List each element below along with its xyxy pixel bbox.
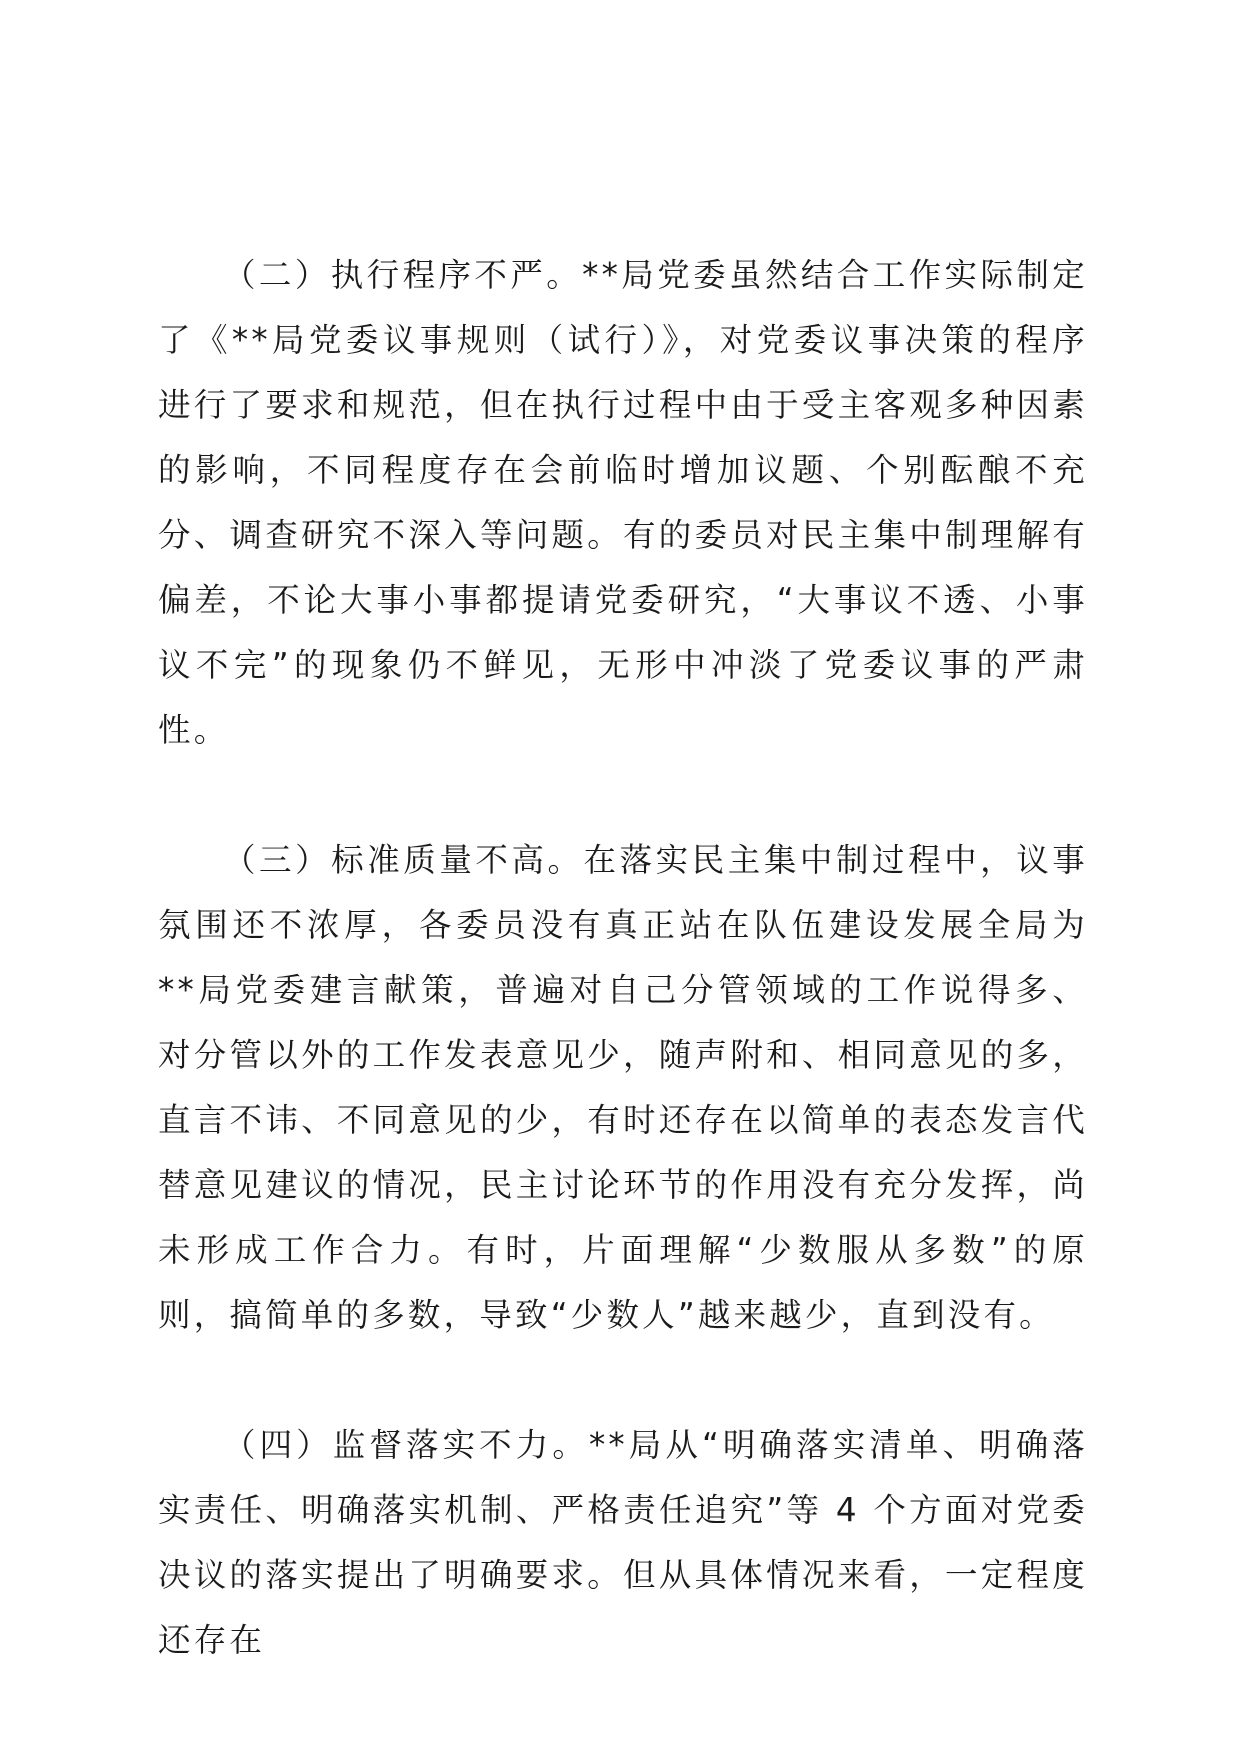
paragraph-execution-procedure: （二）执行程序不严。**局党委虽然结合工作实际制定了《**局党委议事规则（试行）》，对党委议事决策的程序进行了要求和规范，但在执行过程中由于受主客观多种因素的影响，不同程度存在会前临时增加议题、个别酝酿不充分、调查研究不深入等问题。有的委员对民主集中制理解有偏差，不论大事小事都提请党委研究，“大事议不透、小事议不完”的现象仍不鲜见，无形中冲淡了党委议事的严肃性。 bbox=[158, 256, 1088, 749]
document-body bbox=[158, 243, 1088, 1673]
paragraph-supervision-implementation: （四）监督落实不力。**局从“明确落实清单、明确落实责任、明确落实机制、严格责任追究”等 4 个方面对党委决议的落实提出了明确要求。但从具体情况来看，一定程度还存在 bbox=[158, 1426, 1088, 1659]
paragraph-standard-quality: （三）标准质量不高。在落实民主集中制过程中，议事氛围还不浓厚，各委员没有真正站在队伍建设发展全局为**局党委建言献策，普遍对自己分管领域的工作说得多、对分管以外的工作发表意见少，随声附和、相同意见的多，直言不讳、不同意见的少，有时还存在以简单的表态发言代替意见建议的情况，民主讨论环节的作用没有充分发挥，尚未形成工作合力。有时，片面理解“少数服从多数”的原则，搞简单的多数，导致“少数人”越来越少，直到没有。 bbox=[158, 841, 1088, 1334]
